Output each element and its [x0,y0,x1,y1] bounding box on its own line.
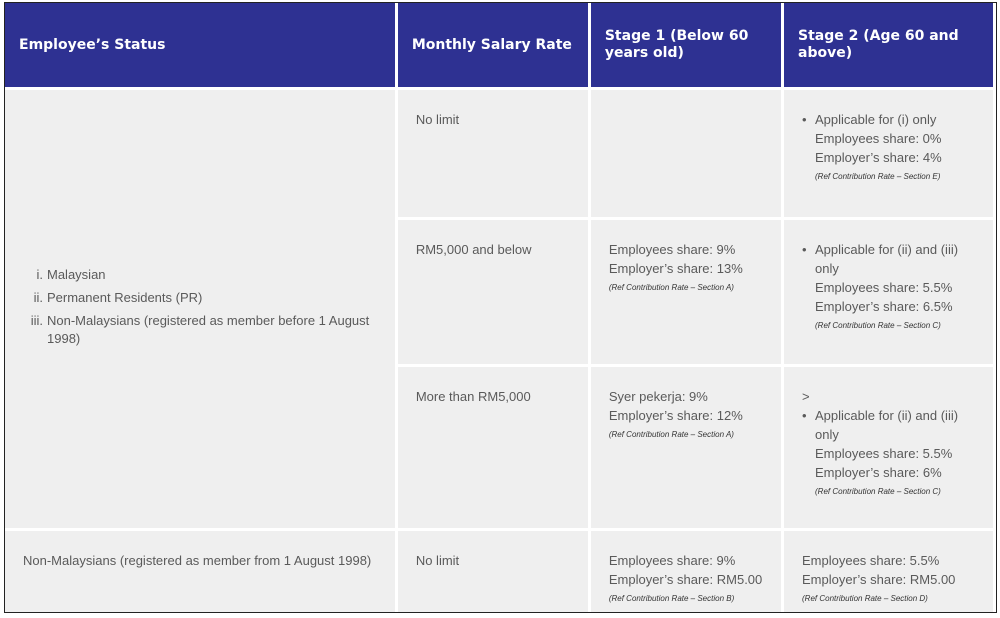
salary-cell: No limit [398,531,588,613]
table-row [5,90,993,217]
header-stage-1: Stage 1 (Below 60 years old) [591,3,781,87]
stage2-applicability: • Applicable for (ii) and (iii) only [802,406,979,444]
header-monthly-salary-rate: Monthly Salary Rate [398,3,588,87]
employer-share: Employer’s share: 13% [608,261,743,276]
employee-share: Employees share: 5.5% [815,280,953,295]
status-number: ii. [33,289,43,305]
employee-share: Employees share: 9% [608,242,736,257]
section-reference: (Ref Contribution Rate – Section C) [815,487,941,496]
salary-cell: More than RM5,000 [398,367,588,528]
stray-prefix-text: > [802,389,810,404]
employee-share: Employees share: 5.5% [815,446,953,461]
stage2-cell [784,531,993,613]
status-text: Malaysian [47,266,106,282]
section-reference: (Ref Contribution Rate – Section A) [608,283,734,292]
status-cell-group-2: Non-Malaysians (registered as member from 1 August 1998) [5,531,395,613]
stage2-bullet-list [802,406,979,444]
status-list [19,266,381,348]
status-number: iii. [30,312,43,328]
stage1-cell [591,367,781,528]
contribution-rate-table [4,2,996,613]
status-text: Non-Malaysians (registered as member before 1 August 1998) [47,312,370,346]
contribution-table-frame [4,2,997,613]
status-number: i. [36,266,43,282]
employer-share: Employer’s share: 4% [815,150,942,165]
stage2-applicability: • Applicable for (i) only [802,110,979,129]
status-text: Permanent Residents (PR) [47,289,203,305]
stage2-cell [784,367,993,528]
employee-share: Syer pekerja: 9% [608,389,708,404]
header-employee-status: Employee’s Status [5,3,395,87]
stage2-cell [784,220,993,364]
employee-share: Employees share: 9% [608,553,736,568]
employer-share: Employer’s share: 12% [608,408,743,423]
section-reference: (Ref Contribution Rate – Section C) [815,321,941,330]
salary-cell: No limit [398,90,588,217]
employer-share: Employer’s share: RM5.00 [608,572,763,587]
stage1-cell [591,220,781,364]
table-row [5,531,993,613]
stage2-bullet-list [802,240,979,278]
salary-cell: RM5,000 and below [398,220,588,364]
section-reference: (Ref Contribution Rate – Section A) [608,430,734,439]
section-reference: (Ref Contribution Rate – Section E) [815,172,941,181]
stage2-applicability: • Applicable for (ii) and (iii) only [802,240,979,278]
status-cell-group-1 [5,90,395,528]
stage1-cell [591,531,781,613]
status-item-malaysian [19,266,381,284]
table-header-row [5,3,993,87]
stage2-bullet-list [802,110,979,129]
section-reference: (Ref Contribution Rate – Section B) [608,594,735,603]
status-item-non-malaysian-before-1998 [19,312,381,348]
status-item-pr [19,289,381,307]
employee-share: Employees share: 5.5% [802,553,940,568]
employer-share: Employer’s share: RM5.00 [802,572,956,587]
employer-share: Employer’s share: 6.5% [815,299,953,314]
employer-share: Employer’s share: 6% [815,465,942,480]
stage2-cell [784,90,993,217]
section-reference: (Ref Contribution Rate – Section D) [802,594,928,603]
employee-share: Employees share: 0% [815,131,942,146]
header-stage-2: Stage 2 (Age 60 and above) [784,3,993,87]
stage1-cell-empty [591,90,781,217]
